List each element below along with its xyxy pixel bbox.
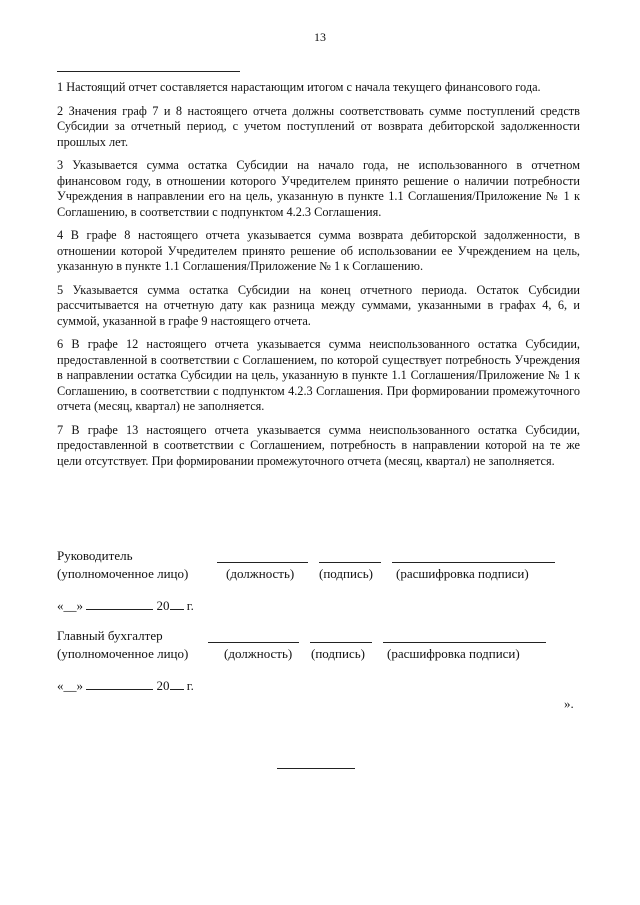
signature-line <box>310 642 372 643</box>
date-day: «__» <box>57 598 83 613</box>
signature-block-accountant <box>57 628 580 668</box>
footnote-7: 7 В графе 13 настоящего отчета указывается сумма неиспользованного остатка Субсидии, предоставленной в соответствии с Соглашением, потребность в направлении которой на те же цели отсутствует. При формировании промежуточного отчета (месяц, квартал) не заполняется. <box>57 422 580 468</box>
signature-line <box>319 562 381 563</box>
signature-head-subtitle: (уполномоченное лицо) <box>57 566 189 581</box>
decoding-caption: (расшифровка подписи) <box>387 646 520 661</box>
footnote-3: 3 Указывается сумма остатка Субсидии на начало года, не использованного в отчетном финансовом году, в отношении которого Учредителем принято решение о наличии потребности Учреждения в направлении его на цель, указанную в пункте 1.1 Соглашения/Приложение № 1 к Соглашению, в соответствии с подпунктом 4.2.3 Соглашения. <box>57 158 580 219</box>
date-year-prefix: 20 <box>156 678 170 693</box>
position-line <box>208 642 299 643</box>
date-line-accountant <box>57 678 194 694</box>
footnote-6: 6 В графе 12 настоящего отчета указывается сумма неиспользованного остатка Субсидии, предоставленной в соответствии с Соглашением, по которой существует потребность Учреждения в направлении остатка Субсидии на цель, указанную в пункте 1.1 Соглашения/Приложение № 1 к Соглашению, в соответствии с подпунктом 4.2.3 Соглашения. При формировании промежуточного отчета (месяц, квартал) не заполняется. <box>57 337 580 413</box>
end-rule <box>277 768 355 769</box>
decoding-caption: (расшифровка подписи) <box>396 566 529 581</box>
signature-caption: (подпись) <box>319 566 373 581</box>
date-year-prefix: 20 <box>156 598 170 613</box>
closing-quote: ». <box>564 696 574 711</box>
position-caption: (должность) <box>226 566 295 581</box>
signature-head-title: Руководитель <box>57 548 133 563</box>
position-caption: (должность) <box>224 646 293 661</box>
decoding-line <box>383 642 546 643</box>
footnote-separator <box>57 71 240 72</box>
signature-block-head <box>57 548 580 588</box>
date-year-blank <box>170 678 184 690</box>
page-number: 13 <box>314 30 326 44</box>
footnote-1: 1 Настоящий отчет составляется нарастающим итогом с начала текущего финансового года. <box>57 80 541 94</box>
date-day: «__» <box>57 678 83 693</box>
footnote-2: 2 Значения граф 7 и 8 настоящего отчета должны соответствовать сумме поступлений средств Субсидии за отчетный период, с учетом поступлений от возврата дебиторской задолженности прошлых лет. <box>57 103 580 149</box>
footnote-4: 4 В графе 8 настоящего отчета указывается сумма возврата дебиторской задолженности, в отношении которой Учредителем принято решение об использовании ее Учреждением на цель, указанную в пункте 1.1 Соглашения/Приложение № 1 к Соглашению. <box>57 228 580 273</box>
date-year-suffix: г. <box>186 678 194 693</box>
position-line <box>217 562 308 563</box>
date-month-blank <box>86 598 153 610</box>
date-month-blank <box>86 678 153 690</box>
date-year-blank <box>170 598 184 610</box>
signature-accountant-subtitle: (уполномоченное лицо) <box>57 646 189 661</box>
date-line-head <box>57 598 194 614</box>
footnote-5: 5 Указывается сумма остатка Субсидии на конец отчетного периода. Остаток Субсидии рассчитывается на отчетную дату как разница между суммами, указанными в графах 4, 6, и суммой, указанной в графе 9 настоящего отчета. <box>57 282 580 328</box>
signature-caption: (подпись) <box>311 646 365 661</box>
signature-accountant-title: Главный бухгалтер <box>57 628 163 643</box>
date-year-suffix: г. <box>186 598 194 613</box>
footnotes <box>57 80 580 477</box>
decoding-line <box>392 562 555 563</box>
